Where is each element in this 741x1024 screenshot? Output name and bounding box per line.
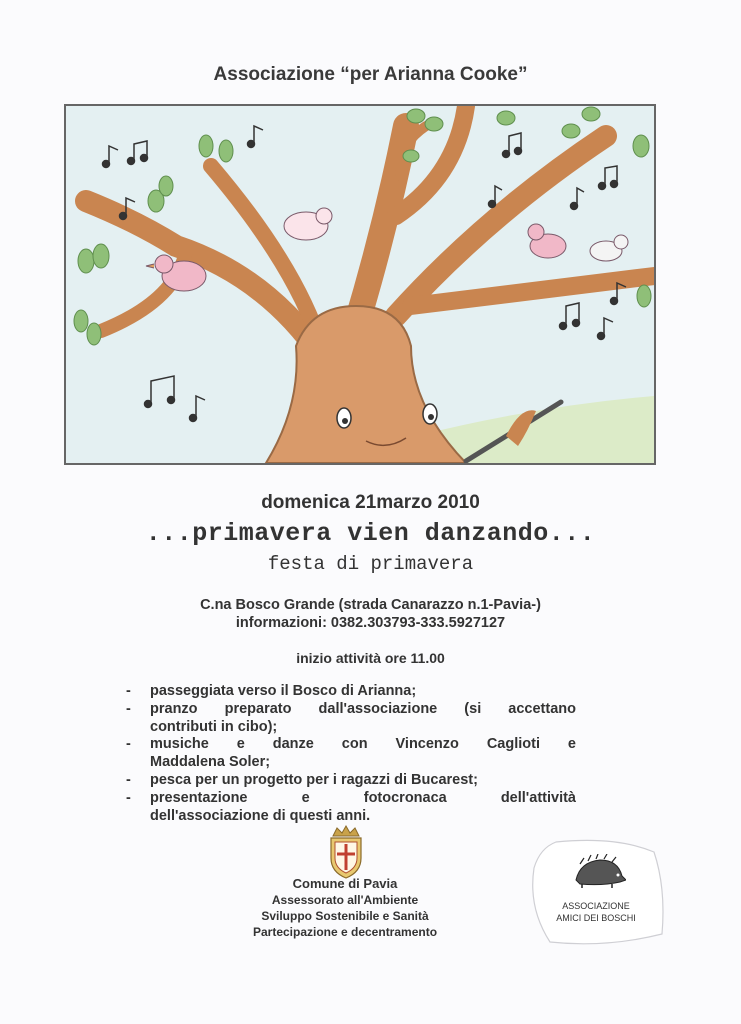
list-dash: -: [126, 700, 131, 717]
tree-illustration: [64, 104, 656, 465]
list-item-continuation: [126, 754, 576, 772]
activity-text: presentazione e fotocronaca dell'attività: [150, 789, 576, 806]
pavia-crest-icon: [325, 824, 367, 880]
activity-text: contributi in cibo);: [150, 718, 278, 735]
sponsor-block: [225, 876, 465, 940]
venue-block: [0, 596, 741, 632]
activity-text: passeggiata verso il Bosco di Arianna;: [150, 683, 417, 699]
list-dash: -: [126, 736, 131, 753]
sponsor-line: Assessorato all'Ambiente: [271, 893, 419, 907]
sponsor-line: Partecipazione e decentramento: [252, 925, 438, 939]
venue-info: informazioni: 0382.303793-333.5927127: [235, 615, 506, 631]
list-dash: -: [126, 789, 131, 806]
list-item: [126, 790, 576, 808]
list-item: [126, 683, 576, 701]
hedgehog-icon: [572, 854, 626, 890]
list-dash: -: [126, 683, 131, 699]
list-item-continuation: [126, 719, 576, 737]
activity-text: musiche e danze con Vincenzo Caglioti e: [150, 736, 576, 753]
amici-dei-boschi-sticker: [526, 838, 666, 948]
list-item: [126, 701, 576, 719]
start-time: inizio attività ore 11.00: [296, 650, 445, 666]
association-header: Associazione “per Arianna Cooke”: [213, 64, 528, 85]
event-title: ...primavera vien danzando...: [145, 519, 596, 548]
list-item-continuation: [126, 808, 576, 826]
sticker-line: ASSOCIAZIONE: [562, 901, 630, 911]
activity-text: dell'associazione di questi anni.: [150, 807, 371, 824]
sponsor-name: Comune di Pavia: [292, 876, 398, 891]
sticker-line: AMICI DEI BOSCHI: [556, 913, 636, 923]
activity-text: pesca per un progetto per i ragazzi di Bucarest;: [150, 771, 478, 788]
list-item: [126, 772, 576, 790]
list-item: [126, 736, 576, 754]
activity-text: Maddalena Soler;: [150, 754, 271, 771]
venue-address: C.na Bosco Grande (strada Canarazzo n.1-Pavia-): [200, 597, 541, 613]
sticker-label: [526, 900, 666, 924]
activity-text: pranzo preparato dall'associazione (si accettano: [150, 700, 576, 717]
list-dash: -: [126, 771, 131, 788]
activities-list: [126, 683, 576, 825]
sponsor-line: Sviluppo Sostenibile e Sanità: [261, 909, 429, 923]
event-subtitle: festa di primavera: [267, 553, 474, 575]
event-date: domenica 21marzo 2010: [261, 492, 480, 513]
